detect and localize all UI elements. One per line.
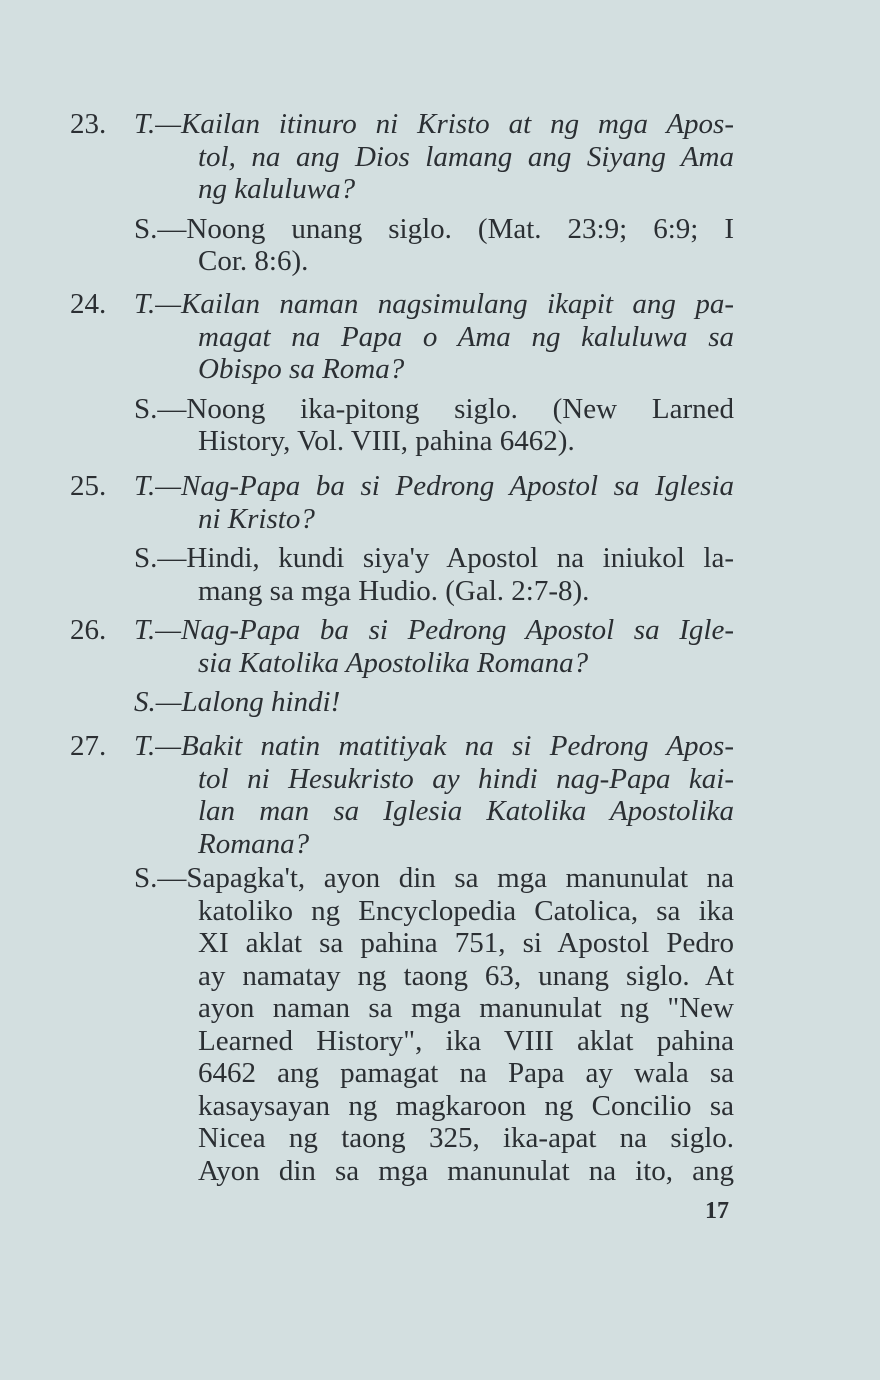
answer-line: 6462 ang pamagat na Papa ay wala sa (198, 1057, 734, 1089)
answer-line: S.—Hindi, kundi siya'y Apostol na iniukol la- (134, 542, 734, 574)
question-line: T.—Kailan naman nagsimulang ikapit ang pa- (134, 288, 734, 320)
entry-number: 26. (70, 614, 107, 646)
question (0, 730, 880, 860)
question-line: tol ni Hesukristo ay hindi nag-Papa kai- (198, 762, 734, 795)
question-line: lan man sa Iglesia Katolika Apostolika (198, 795, 734, 827)
answer-line: S.—Lalong hindi! (134, 686, 341, 718)
question (0, 614, 880, 679)
question-line: T.—Nag-Papa ba si Pedrong Apostol sa Iglesia (134, 470, 734, 502)
answer-line: Nicea ng taong 325, ika-apat na siglo. (198, 1122, 734, 1154)
answer-line: S.—Sapagka't, ayon din sa mga manunulat na (134, 862, 734, 894)
answer-line: Ayon din sa mga manunulat na ito, ang (198, 1154, 734, 1187)
question-line: magat na Papa o Ama ng kaluluwa sa (198, 320, 734, 353)
answer (0, 686, 880, 719)
answer-line: S.—Noong unang siglo. (Mat. 23:9; 6:9; I (134, 212, 734, 245)
question-line: sia Katolika Apostolika Romana? (198, 646, 589, 679)
entry-number: 27. (70, 730, 107, 762)
question (0, 288, 880, 386)
answer-line: XI aklat sa pahina 751, si Apostol Pedro (198, 927, 734, 959)
answer-line: ayon naman sa mga manunulat ng "New (198, 992, 734, 1024)
entry-number: 23. (70, 108, 107, 140)
question (0, 108, 880, 206)
question-line: ng kaluluwa? (198, 173, 356, 205)
question-line: T.—Bakit natin matitiyak na si Pedrong Apos- (134, 730, 734, 762)
answer (0, 393, 880, 458)
question-line: T.—Kailan itinuro ni Kristo at ng mga Apos- (134, 108, 734, 140)
question-line: ni Kristo? (198, 502, 315, 535)
question-line: Obispo sa Roma? (198, 353, 405, 385)
qa-entry-25 (0, 470, 880, 607)
entry-number: 25. (70, 470, 107, 502)
entry-number: 24. (70, 288, 107, 320)
question (0, 470, 880, 535)
qa-entry-23 (0, 108, 880, 278)
answer-line: mang sa mga Hudio. (Gal. 2:7-8). (198, 574, 590, 607)
answer (0, 542, 880, 607)
answer (0, 213, 880, 278)
answer-line: katoliko ng Encyclopedia Catolica, sa ika (198, 894, 734, 927)
qa-entry-26 (0, 614, 880, 719)
answer-line: Learned History", ika VIII aklat pahina (198, 1024, 734, 1057)
answer (0, 862, 880, 1187)
question-line: T.—Nag-Papa ba si Pedrong Apostol sa Igle- (134, 614, 734, 646)
page-number: 17 (705, 1198, 729, 1224)
question-line: Romana? (198, 827, 310, 860)
answer-line: S.—Noong ika-pitong siglo. (New Larned (134, 392, 734, 425)
question-line: tol, na ang Dios lamang ang Siyang Ama (198, 140, 734, 173)
answer-line: ay namatay ng taong 63, unang siglo. At (198, 959, 734, 992)
answer-line: History, Vol. VIII, pahina 6462). (198, 425, 575, 457)
qa-entry-24 (0, 288, 880, 458)
answer-line: kasaysayan ng magkaroon ng Concilio sa (198, 1089, 734, 1122)
answer-line: Cor. 8:6). (198, 245, 309, 277)
qa-entry-27 (0, 730, 880, 1187)
